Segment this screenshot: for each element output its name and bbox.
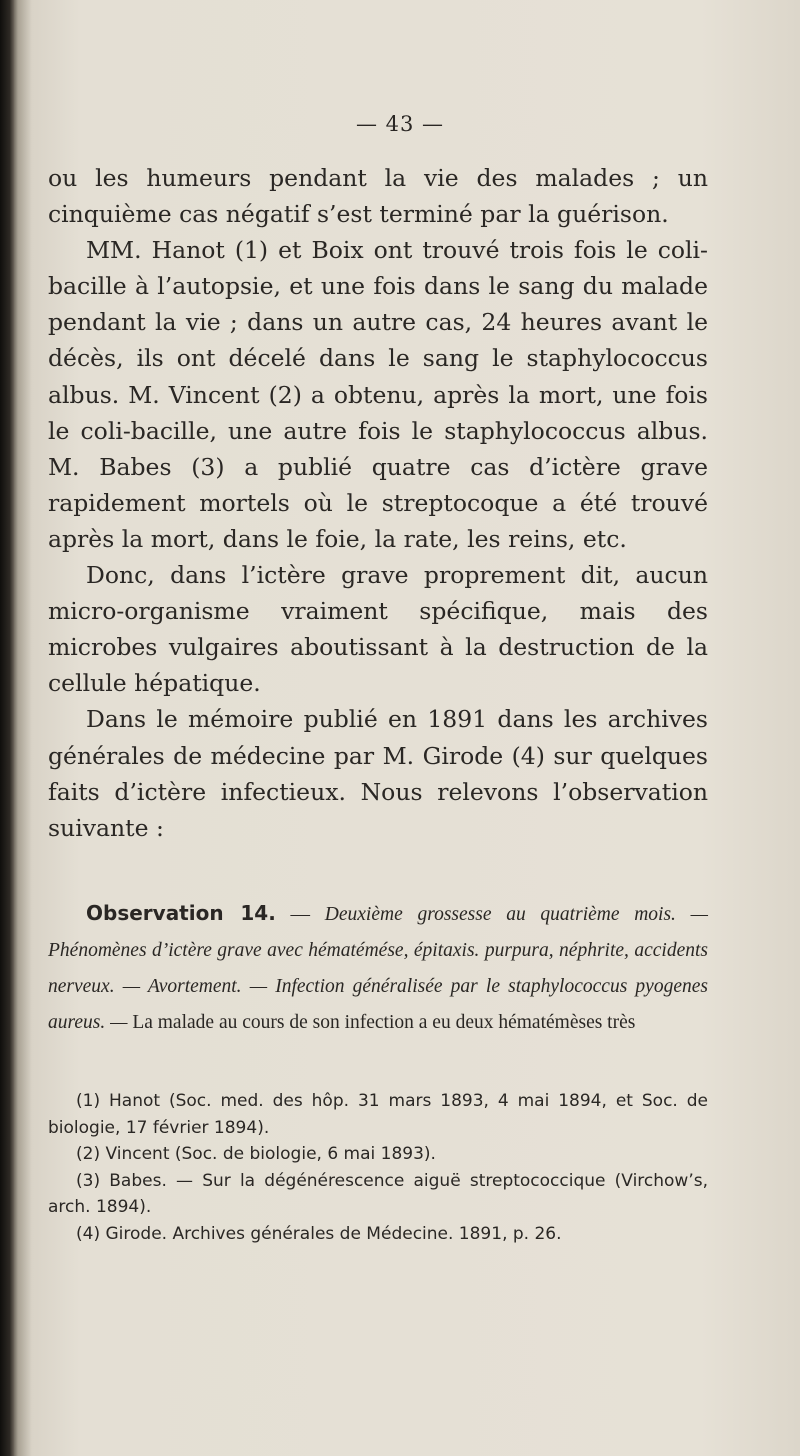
paragraph-2: MM. Hanot (1) et Boix ont trouvé trois fois le coli-bacille à l’autopsie, et une fois dans le sang du malade pendant la vie ; dans un autre cas, 24 heures avant le décès, ils ont décelé dans le sang le staphylococcus albus. M. Vincent (2) a obtenu, après la mort, une fois le coli-bacille, une autre fois le staphylococcus albus. M. Babes (3) a publié quatre cas d’ictère grave rapidement mortels où le streptocoque a été trouvé après la mort, dans le foie, la rate, les reins, etc.	[48, 236, 708, 553]
observation-summary: Deuxième grossesse au quatrième mois. — Phénomènes d’ictère grave avec hématémése, épitaxis. purpura, néphrite, accidents nerveux. — Avortement. — Infection généralisée par le staphylococcus pyogenes aureus. —	[48, 904, 708, 1034]
footnote-1: (1) Hanot (Soc. med. des hôp. 31 mars 1893, 4 mai 1894, et Soc. de biologie, 17 février 1894).	[48, 1091, 708, 1138]
paragraph-4: Dans le mémoire publié en 1891 dans les archives générales de médecine par M. Girode (4) sur quelques faits d’ictère infectieux. Nous relevons l’observation suivante :	[48, 705, 708, 842]
footnote-4: (4) Girode. Archives générales de Médecine. 1891, p. 26.	[76, 1223, 562, 1244]
observation-text: La malade au cours de son infection a eu deux hématémèses très	[127, 1012, 636, 1034]
observation-paragraph	[48, 895, 708, 1041]
paragraph-1: ou les humeurs pendant la vie des malades ; un cinquième cas négatif s’est terminé par la guérison.	[48, 164, 708, 229]
main-text	[48, 160, 708, 846]
footnote-3: (3) Babes. — Sur la dégénérescence aiguë streptococcique (Virchow’s, arch. 1894).	[48, 1170, 708, 1217]
observation-block	[48, 895, 708, 1041]
observation-title: Observation 14.	[86, 901, 276, 925]
paragraph-3: Donc, dans l’ictère grave proprement dit, aucun micro-organisme vraiment spécifique, mais des microbes vulgaires aboutissant à la destruction de la cellule hépatique.	[48, 561, 708, 698]
footnotes	[48, 1088, 708, 1247]
page-number: — 43 —	[355, 112, 445, 136]
book-spine	[0, 0, 14, 1456]
footnote-2: (2) Vincent (Soc. de biologie, 6 mai 1893).	[76, 1144, 436, 1164]
observation-dash: —	[275, 904, 325, 925]
